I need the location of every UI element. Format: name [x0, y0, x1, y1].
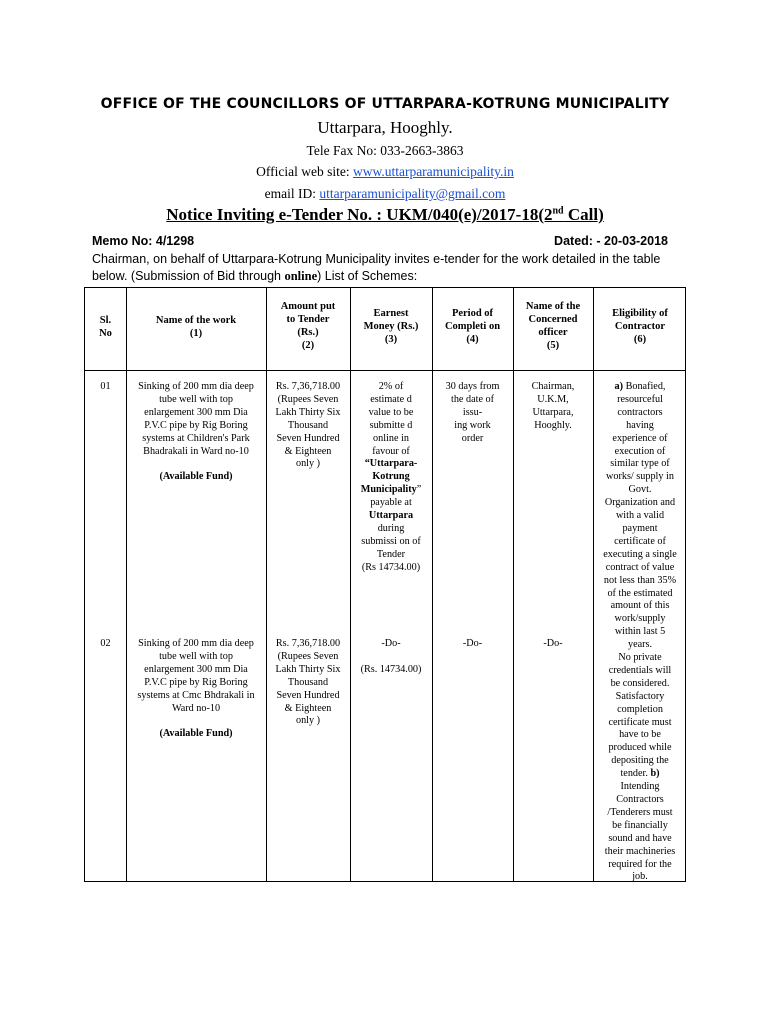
row2-fund: (Available Fund) [159, 728, 233, 739]
row2-officer: -Do- [543, 638, 563, 649]
memo-row [92, 234, 668, 248]
row1-work: Sinking of 200 mm dia deep tube well with top enlargement 300 mm Dia P.V.C pipe by Rig Boring systems at Children's Park Bhadrakali in Ward no-10 [138, 381, 254, 457]
intro-online: online [284, 269, 318, 283]
row2-earnest-money: -Do- (Rs. 14734.00) [360, 638, 422, 675]
office-city: Uttarpara, Hooghly. [317, 118, 453, 137]
column-divider [266, 288, 267, 881]
header-sl-no: Sl. No [99, 315, 112, 339]
notice-title-end: Call) [563, 205, 604, 224]
row1-fund: (Available Fund) [159, 471, 233, 482]
row1-amount: Rs. 7,36,718.00 (Rupees Seven Lakh Thirty Six Thousand Seven Hundred & Eighteen only ) [275, 381, 341, 470]
column-divider [126, 288, 127, 881]
intro-text-before: Chairman, on behalf of Uttarpara-Kotrung Municipality invites e-tender for the work detailed in the table below. (Submission of Bid through [92, 252, 661, 283]
column-divider [513, 288, 514, 881]
website-link[interactable]: www.uttarparamunicipality.in [352, 164, 514, 179]
schemes-table [84, 287, 686, 882]
notice-title-main: Notice Inviting e-Tender No. : UKM/040(e)/2017-18(2 [166, 205, 553, 224]
row2-sl: 02 [100, 638, 111, 649]
header-officer: Name of the Concerned officer (5) [525, 301, 581, 351]
notice-title [0, 205, 770, 225]
notice-title-sup: nd [552, 205, 564, 217]
intro-text-after: ) List of Schemes: [317, 269, 418, 283]
office-title: OFFICE OF THE COUNCILLORS OF UTTARPARA-KOTRUNG MUNICIPALITY [100, 96, 670, 112]
intro-paragraph [92, 251, 682, 285]
email-line [0, 186, 770, 202]
memo-date: Dated: - 20-03-2018 [554, 234, 668, 248]
email-link[interactable]: uttarparamunicipality@gmail.com [319, 186, 506, 201]
memo-number: Memo No: 4/1298 [92, 234, 195, 248]
header-name-of-work: Name of the work (1) [155, 315, 237, 339]
header-period: Period of Completi on (4) [444, 308, 501, 345]
website-label: Official web site: [256, 164, 350, 179]
row1-sl: 01 [100, 381, 111, 392]
row1-earnest-money: 2% of estimate d value to be submitte d online in favour of “Uttarpara- Kotrung Municipality” payable at Uttarpara during submissi on of Tender (Rs 14734.00) [360, 381, 422, 573]
row1-period: 30 days from the date of issu- ing work order [445, 381, 500, 444]
row2-amount: Rs. 7,36,718.00 (Rupees Seven Lakh Thirty Six Thousand Seven Hundred & Eighteen only ) [275, 638, 341, 727]
header-divider [85, 370, 685, 371]
email-label: email ID: [264, 186, 316, 201]
header-amount: Amount put to Tender (Rs.) (2) [280, 301, 336, 351]
row2-work: Sinking of 200 mm dia deep tube well with top enlargement 300 mm Dia P.V.C pipe by Rig Boring systems at Cmc Bhdrakali in Ward no-10 [137, 638, 255, 714]
column-divider [432, 288, 433, 881]
tele-fax: Tele Fax No: 033-2663-3863 [306, 143, 464, 158]
header-eligibility: Eligibility of Contractor (6) [612, 308, 668, 345]
eligibility-text: a) Bonafied, resourceful contractors having experience of execution of similar type of works/ supply in Govt. Organization and with a valid payment certificate of executing a single contract of value not less than 35% of the estimated amount of this work/supply within last 5 years. No private credentials will be considered. Satisfactory completion certificate must have to be produced while depositing the tender. b) Intending Contractors /Tenderers must be financially sound and have their machineries required for the job. [603, 381, 677, 883]
row1-officer: Chairman, U.K.M, Uttarpara, Hooghly. [531, 381, 575, 431]
column-divider [350, 288, 351, 881]
website-line [0, 164, 770, 180]
row2-period: -Do- [462, 638, 483, 649]
header-earnest-money: Earnest Money (Rs.) (3) [363, 308, 419, 345]
